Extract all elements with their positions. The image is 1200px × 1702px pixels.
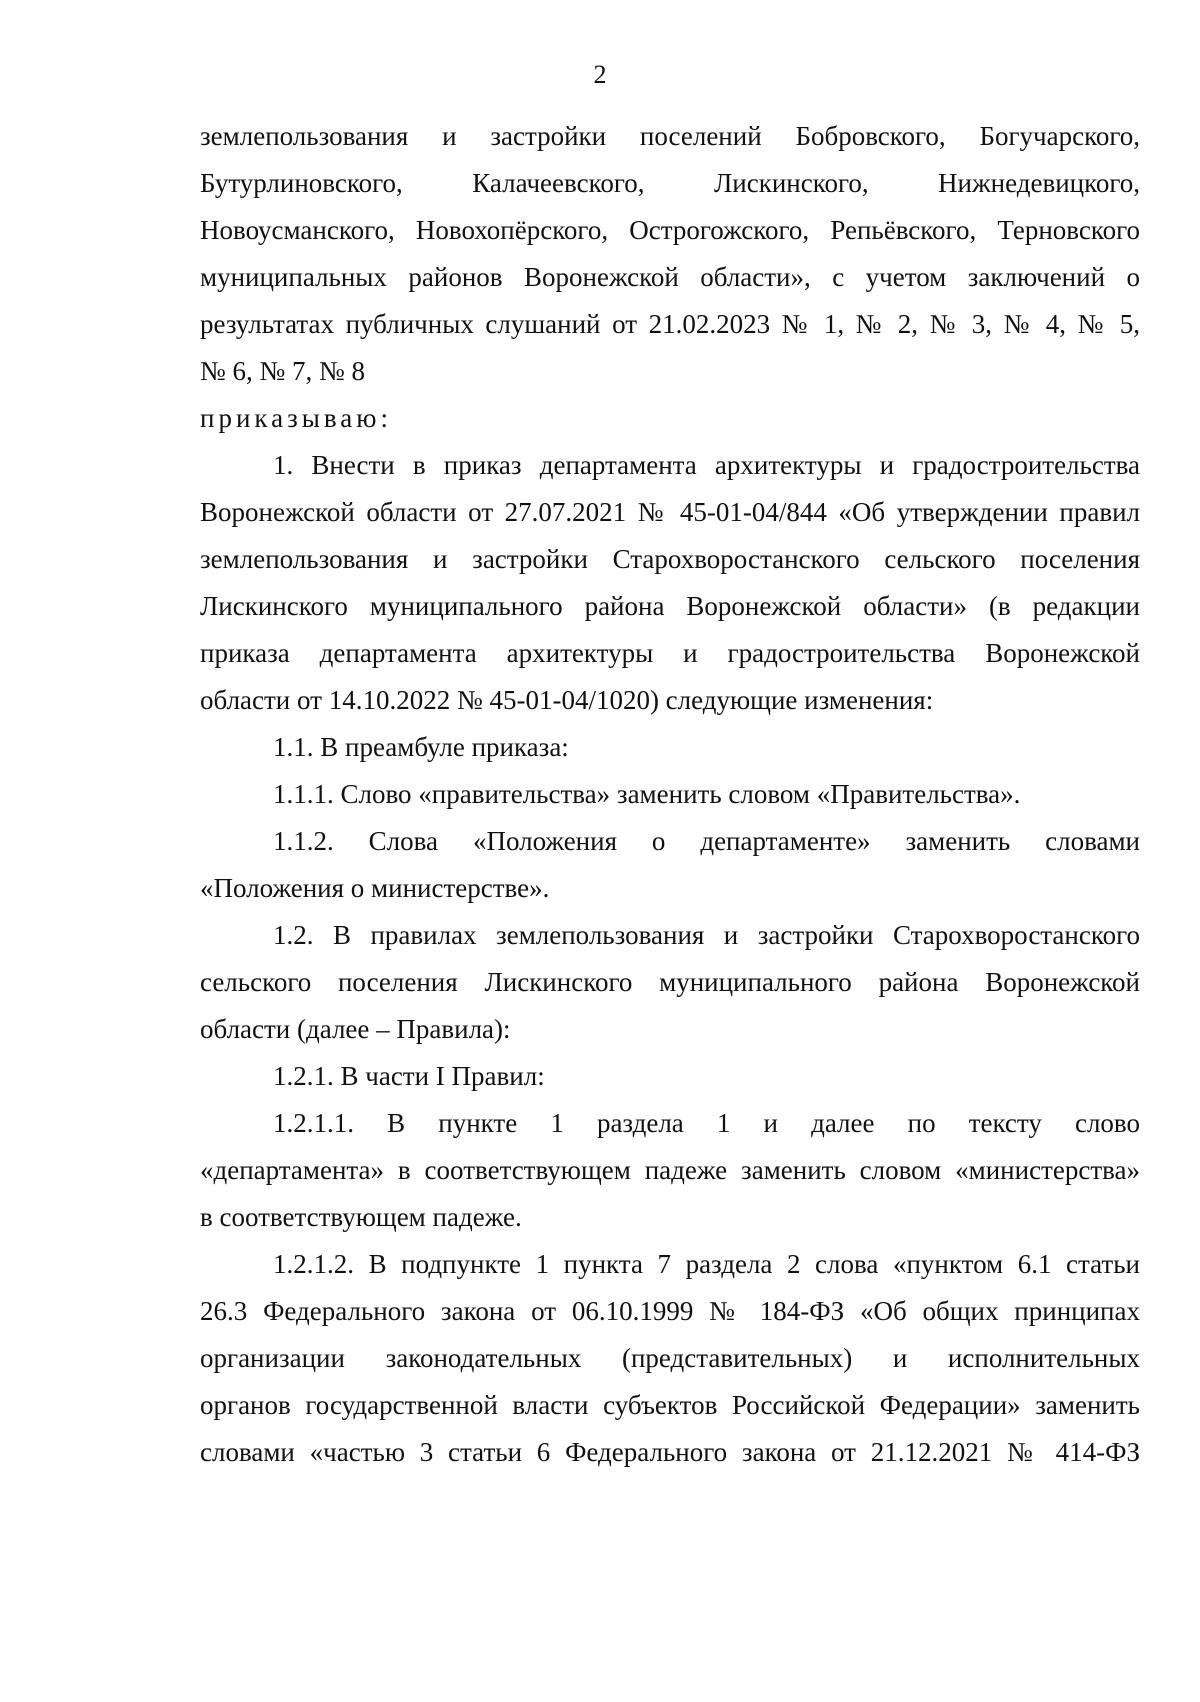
text-line: сельского поселения Лискинского муниципального района Воронежской	[200, 967, 1140, 997]
text-line: области от 14.10.2022 № 45-01-04/1020) следующие изменения:	[200, 685, 934, 715]
text-line: в соответствующем падеже.	[200, 1202, 522, 1232]
text-line: «Положения о министерстве».	[200, 873, 550, 903]
clause-heading: 1.2.1. В части I Правил:	[273, 1061, 545, 1091]
text-line: органов государственной власти субъектов Российской Федерации» заменить	[200, 1390, 1140, 1420]
text-line: Воронежской области от 27.07.2021 № 45-01-04/844 «Об утверждении правил	[200, 497, 1140, 527]
text-line: результатах публичных слушаний от 21.02.2023 № 1, № 2, № 3, № 4, № 5,	[200, 309, 1140, 339]
text-line: приказа департамента архитектуры и градостроительства Воронежской	[200, 638, 1140, 668]
document-body	[200, 113, 1140, 1476]
text-line: землепользования и застройки поселений Бобровского, Богучарского,	[200, 121, 1140, 151]
text-line: 26.3 Федерального закона от 06.10.1999 № 184-ФЗ «Об общих принципах	[200, 1296, 1140, 1326]
text-line: землепользования и застройки Старохворостанского сельского поселения	[200, 544, 1140, 574]
text-line: муниципальных районов Воронежской области», с учетом заключений о	[200, 262, 1140, 292]
order-word: приказываю:	[200, 403, 392, 433]
text-line: Бутурлиновского, Калачеевского, Лискинского, Нижнедевицкого,	[200, 168, 1140, 198]
text-line: организации законодательных (представительных) и исполнительных	[200, 1343, 1140, 1373]
text-line: Новоусманского, Новохопёрского, Острогожского, Репьёвского, Терновского	[200, 215, 1140, 245]
clause-heading: 1.1. В преамбуле приказа:	[273, 732, 569, 762]
text-line: области (далее – Правила):	[200, 1014, 511, 1044]
text-line: № 6, № 7, № 8	[200, 356, 366, 386]
text-line: словами «частью 3 статьи 6 Федерального закона от 21.12.2021 № 414-ФЗ	[200, 1437, 1140, 1467]
clause-heading: 1.2. В правилах землепользования и застройки Старохворостанского	[273, 920, 1140, 950]
clause-heading: 1.1.1. Слово «правительства» заменить словом «Правительства».	[273, 779, 1021, 809]
clause-heading: 1.1.2. Слова «Положения о департаменте» заменить словами	[273, 826, 1140, 856]
clause-heading: 1.2.1.2. В подпункте 1 пункта 7 раздела 2 слова «пунктом 6.1 статьи	[273, 1249, 1140, 1279]
page-number: 2	[593, 60, 607, 89]
clause-heading: 1.2.1.1. В пункте 1 раздела 1 и далее по тексту слово	[273, 1108, 1140, 1138]
text-line: Лискинского муниципального района Воронежской области» (в редакции	[200, 591, 1140, 621]
clause-heading: 1. Внести в приказ департамента архитектуры и градостроительства	[273, 450, 1140, 480]
text-line: «департамента» в соответствующем падеже заменить словом «министерства»	[200, 1155, 1140, 1185]
